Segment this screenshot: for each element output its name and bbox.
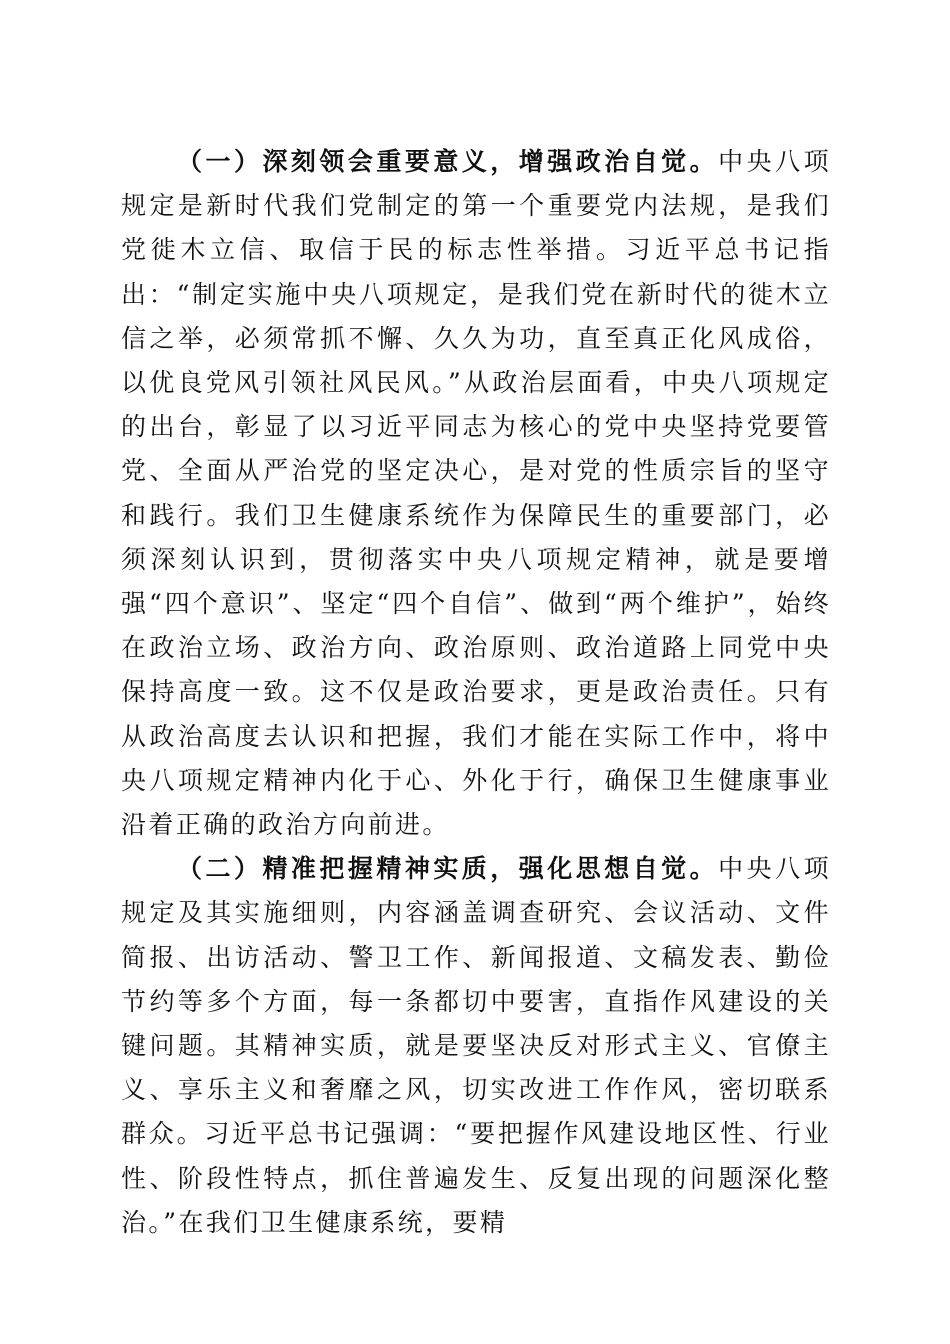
paragraph-2-text: 中央八项规定及其实施细则，内容涵盖调查研究、会议活动、文件简报、出访活动、警卫工作、新闻报道、文稿发表、勤俭节约等多个方面，每一条都切中要害，直指作风建设的关键问题。其精神实质，就是要坚决反对形式主义、官僚主义、享乐主义和奢靡之风，切实改进工作作风，密切联系群众。习近平总书记强调：“要把握作风建设地区性、行业性、阶段性特点，抓住普遍发生、反复出现的问题深化整治。”在我们卫生健康系统，要精 bbox=[121, 854, 831, 1237]
document-body bbox=[121, 140, 831, 1245]
paragraph-2-heading: （二）精准把握精神实质，强化思想自觉。 bbox=[177, 854, 719, 884]
paragraph-1-heading: （一）深刻领会重要意义，增强政治自觉。 bbox=[177, 147, 719, 176]
paragraph-1 bbox=[121, 140, 831, 847]
paragraph-2 bbox=[121, 847, 831, 1245]
paragraph-1-text: 中央八项规定是新时代我们党制定的第一个重要党内法规，是我们党徙木立信、取信于民的标志性举措。习近平总书记指出：“制定实施中央八项规定，是我们党在新时代的徙木立信之举，必须常抓不懈、久久为功，直至真正化风成俗，以优良党风引领社风民风。”从政治层面看，中央八项规定的出台，彰显了以习近平同志为核心的党中央坚持党要管党、全面从严治党的坚定决心，是对党的性质宗旨的坚守和践行。我们卫生健康系统作为保障民生的重要部门，必须深刻认识到，贯彻落实中央八项规定精神，就是要增强“四个意识”、坚定“四个自信”、做到“两个维护”，始终在政治立场、政治方向、政治原则、政治道路上同党中央保持高度一致。这不仅是政治要求，更是政治责任。只有从政治高度去认识和把握，我们才能在实际工作中，将中央八项规定精神内化于心、外化于行，确保卫生健康事业沿着正确的政治方向前进。 bbox=[121, 147, 831, 840]
